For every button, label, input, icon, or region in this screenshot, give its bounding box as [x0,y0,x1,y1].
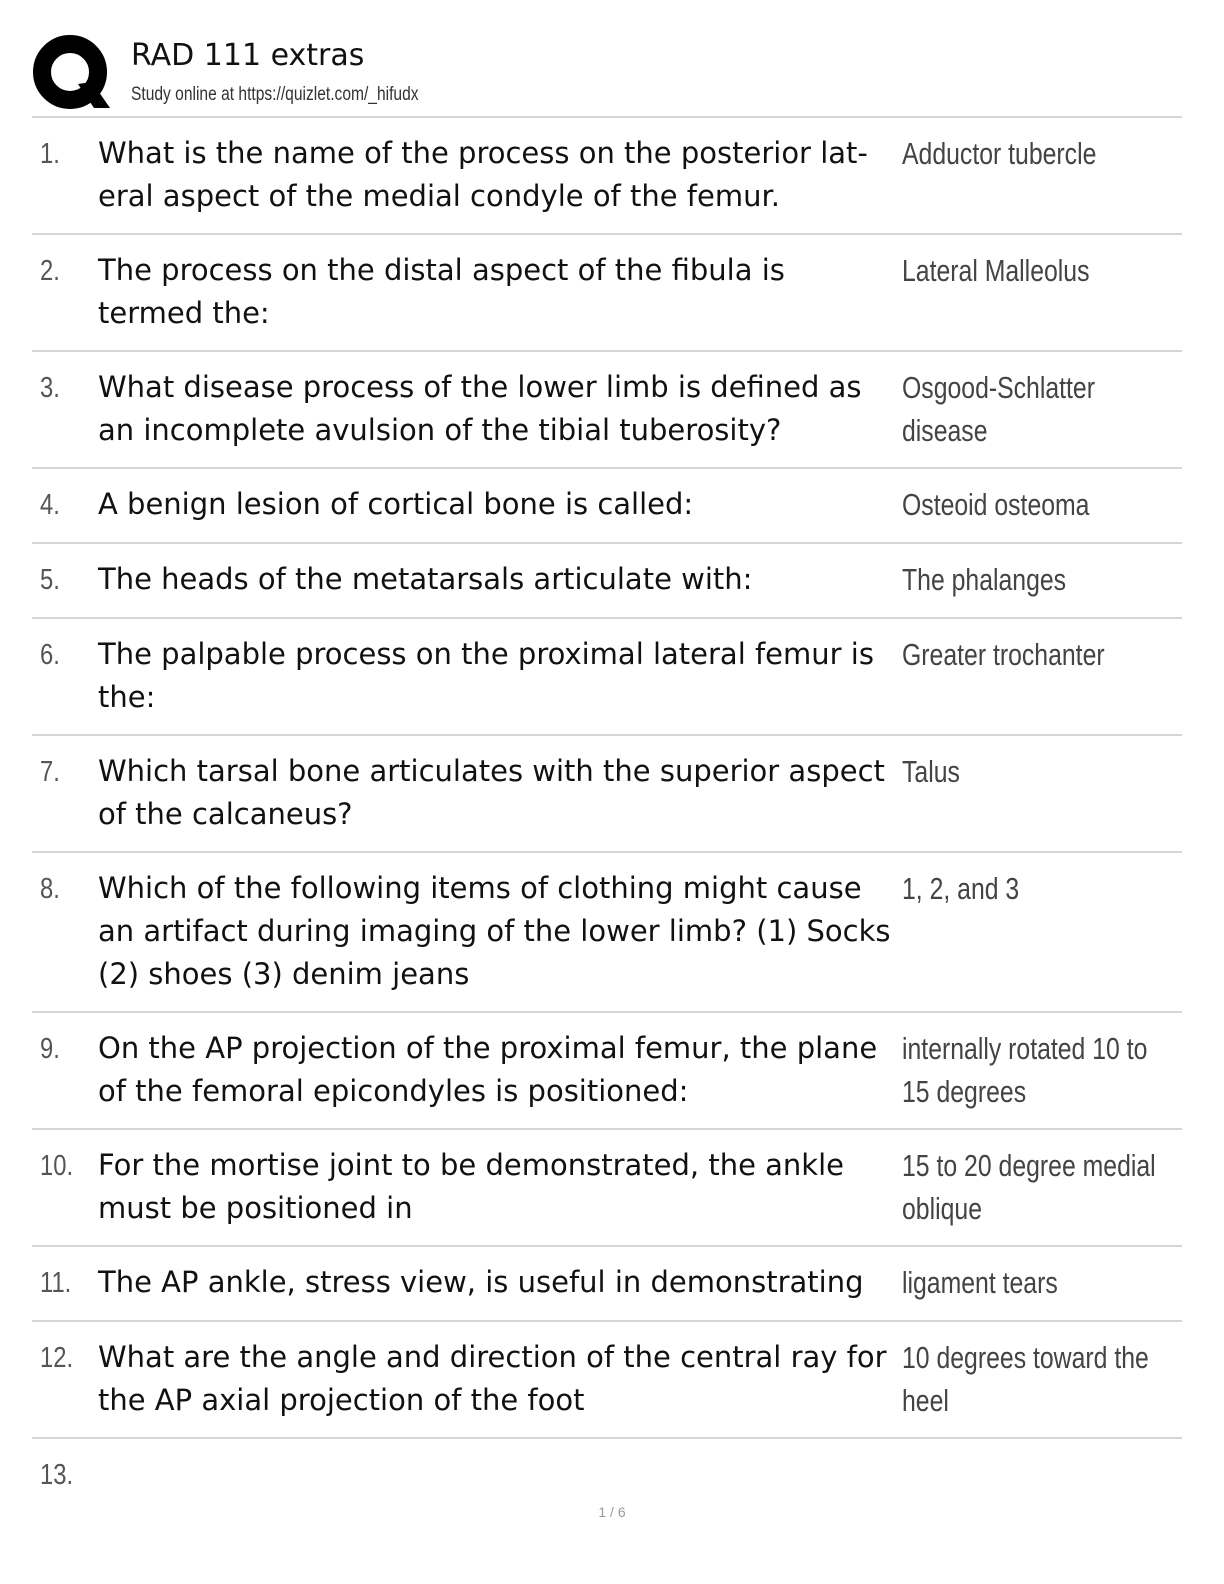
flashcard-row [32,469,1182,544]
card-definition: The phalanges [902,562,1067,597]
card-number: 10. [40,1150,74,1182]
card-number: 3. [40,372,60,404]
card-definition: Osgood-Schlatter disease [902,370,1095,448]
flashcard-row [32,736,1182,853]
card-number: 11. [40,1267,72,1299]
card-term: A benign lesion of cortical bone is called: [98,487,694,521]
card-definition: Greater trochanter [902,637,1105,672]
flashcard-row [32,544,1182,619]
card-number: 7. [40,756,60,788]
card-definition: Adductor tubercle [902,136,1097,171]
quizlet-logo-icon [32,34,112,114]
card-term: Which tarsal bone articulates with the superior aspect of the calcaneus? [98,754,885,831]
card-definition: Talus [902,754,960,789]
card-number: 1. [40,138,60,170]
card-term: The process on the distal aspect of the fibula is termed the: [98,253,785,330]
flashcard-row [32,1247,1182,1322]
card-term: What disease process of the lower limb is defined as an incomplete avulsion of the tibial tuberosity? [98,370,862,447]
card-term: The heads of the metatarsals articulate with: [98,562,753,596]
flashcard-row [32,1439,1182,1509]
card-definition: 1, 2, and 3 [902,871,1020,906]
card-number: 9. [40,1033,60,1065]
flashcard-row [32,235,1182,352]
card-definition: ligament tears [902,1265,1058,1300]
page-number: 1 / 6 [598,1504,626,1520]
document-header [32,34,1182,116]
card-number: 12. [40,1342,74,1374]
flashcard-row [32,352,1182,469]
card-definition: Lateral Malleolus [902,253,1090,288]
card-definition: internally rotated 10 to 15 degrees [902,1031,1148,1109]
flashcard-row [32,118,1182,235]
card-definition: 10 degrees toward the heel [902,1340,1149,1418]
card-term: The palpable process on the proximal lateral femur is the: [98,637,874,714]
document-title: RAD 111 extras [131,38,365,73]
card-term: What are the angle and direction of the central ray for the AP axial projection of the foot [98,1340,887,1417]
card-term: Which of the following items of clothing might cause an artifact during imaging of the lower limb? (1) Socks (2) shoes (3) denim jeans [98,871,891,991]
flashcard-row [32,1130,1182,1247]
card-number: 8. [40,873,60,905]
card-number: 2. [40,255,60,287]
flashcard-row [32,853,1182,1013]
card-term: The AP ankle, stress view, is useful in demonstrating [98,1265,864,1299]
card-term: On the AP projection of the proximal femur, the plane of the femoral epicondyles is positioned: [98,1031,878,1108]
study-link[interactable]: Study online at https://quizlet.com/_hifudx [131,84,419,105]
flashcard-row [32,1322,1182,1439]
card-number: 4. [40,489,60,521]
card-definition: 15 to 20 degree medial oblique [902,1148,1156,1226]
flashcard-row [32,619,1182,736]
card-term: For the mortise joint to be demonstrated, the ankle must be positioned in [98,1148,844,1225]
flashcard-row [32,1013,1182,1130]
card-definition: Osteoid osteoma [902,487,1090,522]
flashcard-list [32,116,1182,1509]
card-number: 6. [40,639,60,671]
card-term: What is the name of the process on the posterior lat-eral aspect of the medial condyle of the femur. [98,136,868,213]
card-number: 5. [40,564,60,596]
card-number: 13. [40,1459,74,1491]
